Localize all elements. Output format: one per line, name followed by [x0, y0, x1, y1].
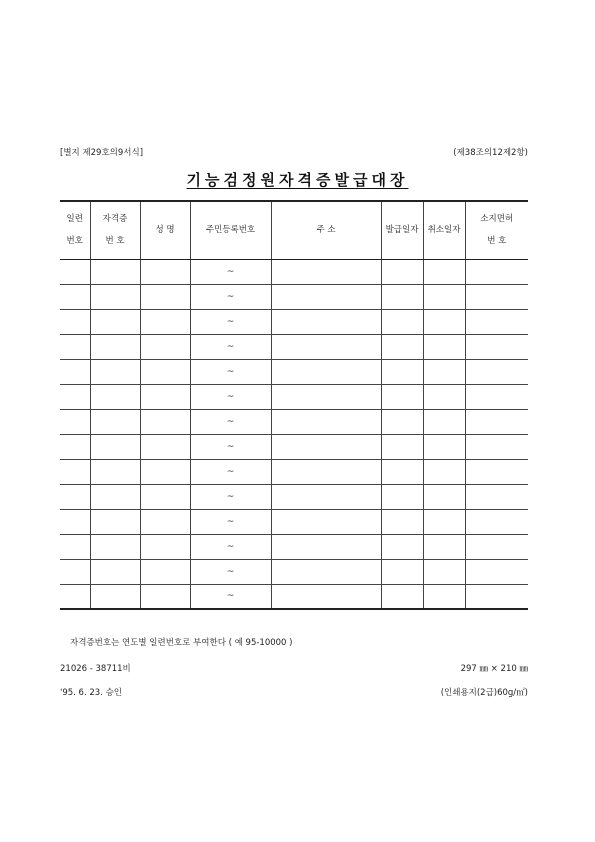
table-row: [60, 359, 528, 384]
table-cell: [90, 484, 140, 509]
table-cell: [140, 484, 190, 509]
table-cell: [60, 459, 90, 484]
table-cell: [140, 309, 190, 334]
table-row: [60, 534, 528, 559]
table-cell: [271, 409, 381, 434]
table-cell: [271, 584, 381, 609]
table-cell: [90, 359, 140, 384]
table-cell: [271, 284, 381, 309]
table-cell: [140, 584, 190, 609]
table-cell: [423, 584, 465, 609]
table-cell: [190, 384, 271, 409]
column-header-line1: 성 명: [155, 225, 175, 236]
rrn-separator: ~: [226, 416, 235, 427]
table-cell: [60, 409, 90, 434]
table-cell: [465, 484, 528, 509]
table-cell: [60, 359, 90, 384]
table-cell: [465, 334, 528, 359]
table-cell: [90, 459, 140, 484]
table-row: [60, 334, 528, 359]
table-cell: [60, 259, 90, 284]
table-cell: [190, 409, 271, 434]
column-header: [423, 201, 465, 259]
table-cell: [190, 534, 271, 559]
table-cell: [271, 334, 381, 359]
table-cell: [140, 359, 190, 384]
table-cell: [381, 384, 423, 409]
table-cell: [465, 559, 528, 584]
table-header-row: [60, 201, 528, 259]
table-cell: [140, 534, 190, 559]
table-row: [60, 409, 528, 434]
table-cell: [190, 484, 271, 509]
table-cell: [465, 534, 528, 559]
table-row: [60, 509, 528, 534]
table-cell: [60, 584, 90, 609]
column-header-line2: 번 호: [105, 236, 125, 247]
table-cell: [271, 559, 381, 584]
approval-date: '95. 6. 23. 승인: [60, 688, 123, 698]
table-cell: [423, 509, 465, 534]
column-header: [381, 201, 423, 259]
table-cell: [190, 459, 271, 484]
table-cell: [381, 334, 423, 359]
column-header: [465, 201, 528, 259]
table-cell: [381, 534, 423, 559]
table-row: [60, 259, 528, 284]
rrn-separator: ~: [226, 291, 235, 302]
table-cell: [271, 434, 381, 459]
table-row: [60, 484, 528, 509]
table-cell: [190, 434, 271, 459]
table-row: [60, 284, 528, 309]
rrn-separator: ~: [226, 266, 235, 277]
table-cell: [140, 559, 190, 584]
table-cell: [423, 359, 465, 384]
table-cell: [60, 309, 90, 334]
table-cell: [381, 409, 423, 434]
table-cell: [140, 259, 190, 284]
column-header-line1: 주민등록번호: [205, 225, 256, 236]
table-cell: [423, 559, 465, 584]
rrn-separator: ~: [226, 316, 235, 327]
rrn-separator: ~: [226, 591, 235, 602]
document-title: 기능검정원자격증발급대장: [186, 171, 409, 189]
table-cell: [60, 384, 90, 409]
table-row: [60, 584, 528, 609]
column-header-line1: 취소일자: [427, 225, 461, 236]
table-cell: [60, 434, 90, 459]
table-cell: [381, 359, 423, 384]
table-cell: [190, 309, 271, 334]
table-cell: [465, 384, 528, 409]
column-header-line2: 번호: [66, 236, 83, 247]
table-row: [60, 309, 528, 334]
table-row: [60, 434, 528, 459]
table-cell: [271, 259, 381, 284]
table-cell: [423, 384, 465, 409]
column-header-line2: 번 호: [487, 236, 507, 247]
table-cell: [271, 384, 381, 409]
table-cell: [465, 309, 528, 334]
table-cell: [60, 284, 90, 309]
rrn-separator: ~: [226, 566, 235, 577]
table-cell: [190, 259, 271, 284]
table-cell: [190, 509, 271, 534]
column-header-line1: 주 소: [316, 225, 336, 236]
table-cell: [465, 584, 528, 609]
table-cell: [140, 284, 190, 309]
table-cell: [60, 559, 90, 584]
table-row: [60, 559, 528, 584]
table-row: [60, 459, 528, 484]
column-header: [90, 201, 140, 259]
table-cell: [90, 284, 140, 309]
table-cell: [90, 509, 140, 534]
column-header: [190, 201, 271, 259]
table-cell: [381, 284, 423, 309]
table-cell: [423, 459, 465, 484]
table-cell: [140, 409, 190, 434]
table-cell: [271, 534, 381, 559]
table-cell: [140, 434, 190, 459]
table-cell: [271, 309, 381, 334]
column-header-line1: 자격증: [102, 214, 128, 225]
column-header: [140, 201, 190, 259]
footer-note: 자격증번호는 연도별 일련번호로 부여한다 ( 예 95-10000 ): [70, 638, 293, 648]
rrn-separator: ~: [226, 366, 235, 377]
table-cell: [423, 409, 465, 434]
table-cell: [423, 534, 465, 559]
table-cell: [90, 534, 140, 559]
table-cell: [140, 384, 190, 409]
paper-size: 297 ㎜ × 210 ㎜: [460, 664, 528, 674]
table-cell: [60, 534, 90, 559]
column-header: [271, 201, 381, 259]
table-cell: [271, 359, 381, 384]
table-cell: [423, 334, 465, 359]
table-cell: [465, 259, 528, 284]
table-cell: [90, 434, 140, 459]
law-reference: (제38조의12제2항): [453, 148, 528, 158]
table-cell: [90, 384, 140, 409]
table-cell: [140, 334, 190, 359]
rrn-separator: ~: [226, 341, 235, 352]
table-cell: [190, 359, 271, 384]
table-cell: [190, 284, 271, 309]
table-cell: [140, 509, 190, 534]
table-cell: [465, 409, 528, 434]
table-cell: [381, 309, 423, 334]
table-cell: [90, 409, 140, 434]
table-cell: [423, 284, 465, 309]
table-cell: [60, 334, 90, 359]
table-cell: [381, 259, 423, 284]
column-header-line1: 일련: [66, 214, 83, 225]
table-cell: [381, 584, 423, 609]
table-cell: [465, 459, 528, 484]
table-cell: [465, 284, 528, 309]
column-header: [60, 201, 90, 259]
table-cell: [190, 584, 271, 609]
table-cell: [271, 484, 381, 509]
column-header-line1: 발급일자: [385, 225, 419, 236]
rrn-separator: ~: [226, 441, 235, 452]
form-reference: [별지 제29호의9서식]: [60, 148, 144, 158]
table-cell: [465, 509, 528, 534]
table-cell: [271, 509, 381, 534]
rrn-separator: ~: [226, 516, 235, 527]
column-header-line1: 소지면허: [480, 214, 514, 225]
rrn-separator: ~: [226, 466, 235, 477]
table-cell: [90, 584, 140, 609]
table-cell: [271, 459, 381, 484]
table-row: [60, 384, 528, 409]
table-cell: [381, 559, 423, 584]
paper-spec: (인쇄용지(2급)60g/㎡): [440, 688, 528, 698]
table-cell: [90, 559, 140, 584]
table-body: [60, 259, 528, 609]
form-number: 21026 - 38711비: [60, 664, 131, 674]
table-cell: [190, 334, 271, 359]
table-cell: [381, 484, 423, 509]
rrn-separator: ~: [226, 541, 235, 552]
table-cell: [60, 509, 90, 534]
table-cell: [381, 434, 423, 459]
table-cell: [140, 459, 190, 484]
rrn-separator: ~: [226, 391, 235, 402]
rrn-separator: ~: [226, 491, 235, 502]
table-cell: [423, 434, 465, 459]
table-cell: [90, 259, 140, 284]
table-cell: [190, 559, 271, 584]
table-cell: [465, 434, 528, 459]
table-cell: [423, 259, 465, 284]
table-cell: [90, 334, 140, 359]
table-cell: [423, 309, 465, 334]
table-cell: [465, 359, 528, 384]
table-cell: [423, 484, 465, 509]
table-cell: [60, 484, 90, 509]
table-cell: [381, 509, 423, 534]
table-cell: [381, 459, 423, 484]
table-cell: [90, 309, 140, 334]
ledger-table: [60, 200, 528, 610]
